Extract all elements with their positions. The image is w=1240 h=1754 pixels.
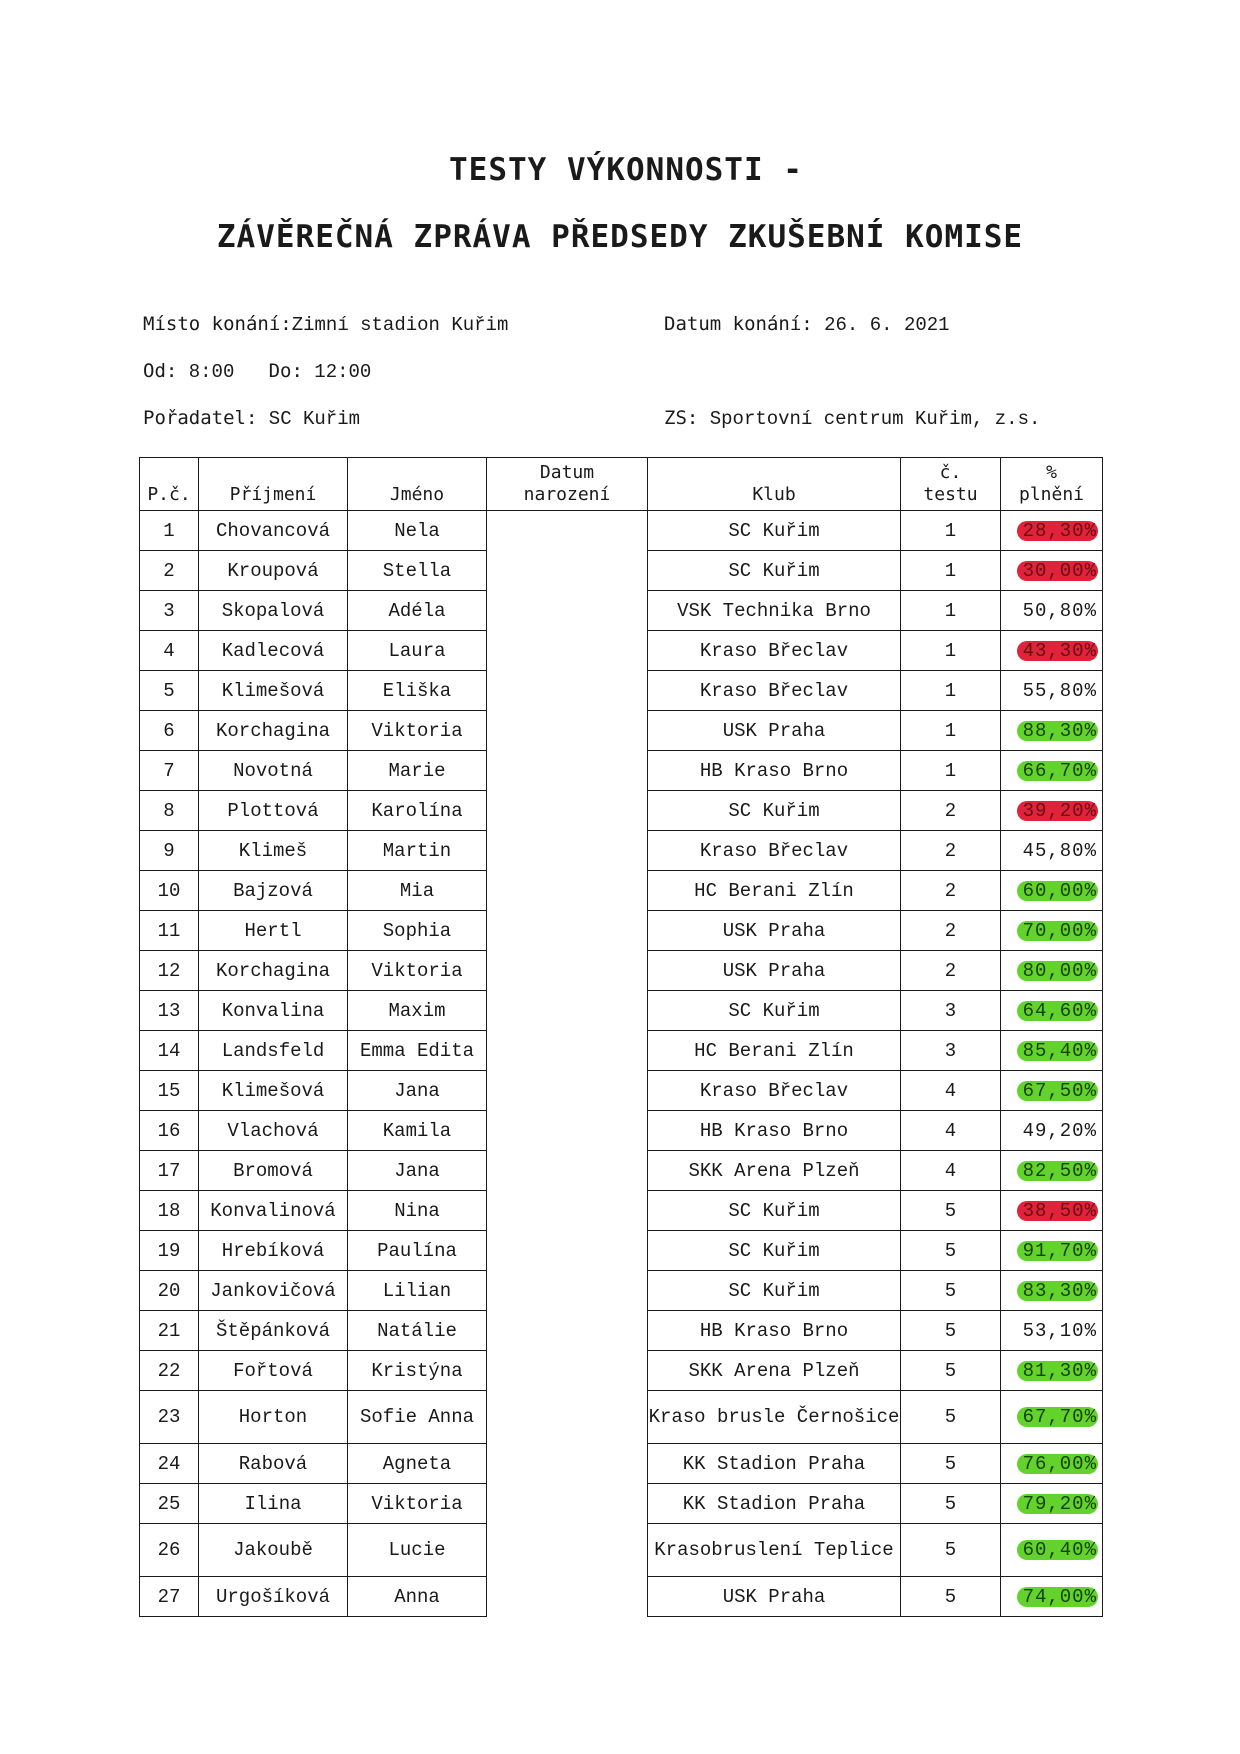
cell-name: Sofie Anna: [348, 1391, 487, 1444]
cell-no: 19: [140, 1231, 199, 1271]
cell-no: 5: [140, 671, 199, 711]
table-row: [140, 831, 1103, 871]
cell-no: 7: [140, 751, 199, 791]
table-row: [140, 951, 1103, 991]
date-value: 26. 6. 2021: [824, 314, 950, 336]
cell-test: 5: [901, 1271, 1001, 1311]
cell-name: Jana: [348, 1151, 487, 1191]
from-value: 8:00: [188, 361, 235, 383]
cell-birth: [487, 1271, 648, 1311]
cell-name: Kristýna: [348, 1351, 487, 1391]
table-row: [140, 1271, 1103, 1311]
cell-pct: [1001, 871, 1103, 911]
cell-no: 24: [140, 1444, 199, 1484]
cell-no: 27: [140, 1577, 199, 1617]
cell-club: SC Kuřim: [648, 511, 901, 551]
cell-no: 9: [140, 831, 199, 871]
cell-pct: [1001, 1524, 1103, 1577]
cell-no: 11: [140, 911, 199, 951]
cell-club: SC Kuřim: [648, 551, 901, 591]
pct-value: 74,00%: [1017, 1587, 1098, 1607]
pct-value: 53,10%: [1022, 1319, 1097, 1342]
cell-birth: [487, 511, 648, 551]
cell-name: Mia: [348, 871, 487, 911]
cell-surname: Bromová: [199, 1151, 348, 1191]
pct-value: 66,70%: [1017, 761, 1098, 781]
table-row: [140, 751, 1103, 791]
pct-value: 70,00%: [1017, 921, 1098, 941]
cell-club: HC Berani Zlín: [648, 1031, 901, 1071]
table-row: [140, 1151, 1103, 1191]
organizer-field: [143, 407, 360, 430]
cell-test: 5: [901, 1231, 1001, 1271]
cell-surname: Bajzová: [199, 871, 348, 911]
table-row: [140, 591, 1103, 631]
cell-surname: Korchagina: [199, 711, 348, 751]
cell-test: 1: [901, 551, 1001, 591]
to-label: Do:: [268, 360, 303, 382]
cell-no: 13: [140, 991, 199, 1031]
pct-value: 49,20%: [1022, 1119, 1097, 1142]
cell-pct: [1001, 1351, 1103, 1391]
header-surname: Příjmení: [199, 458, 348, 511]
cell-birth: [487, 831, 648, 871]
cell-pct: [1001, 591, 1103, 631]
from-label: Od:: [143, 360, 178, 382]
cell-birth: [487, 1391, 648, 1444]
cell-club: HC Berani Zlín: [648, 871, 901, 911]
cell-no: 8: [140, 791, 199, 831]
cell-name: Emma Edita: [348, 1031, 487, 1071]
cell-birth: [487, 591, 648, 631]
cell-surname: Hrebíková: [199, 1231, 348, 1271]
cell-no: 18: [140, 1191, 199, 1231]
cell-birth: [487, 1524, 648, 1577]
cell-surname: Klimešová: [199, 1071, 348, 1111]
cell-no: 4: [140, 631, 199, 671]
venue-field: [143, 313, 508, 336]
cell-pct: [1001, 671, 1103, 711]
table-row: [140, 871, 1103, 911]
cell-birth: [487, 1151, 648, 1191]
cell-test: 1: [901, 671, 1001, 711]
cell-pct: [1001, 1444, 1103, 1484]
cell-name: Anna: [348, 1577, 487, 1617]
cell-no: 16: [140, 1111, 199, 1151]
cell-pct: [1001, 711, 1103, 751]
header-birth-line1: Datum: [539, 462, 595, 483]
cell-surname: Ilina: [199, 1484, 348, 1524]
pct-value: 67,50%: [1017, 1081, 1098, 1101]
cell-birth: [487, 1484, 648, 1524]
cell-surname: Vlachová: [199, 1111, 348, 1151]
cell-surname: Chovancová: [199, 511, 348, 551]
cell-birth: [487, 951, 648, 991]
cell-test: 1: [901, 631, 1001, 671]
cell-club: SKK Arena Plzeň: [648, 1351, 901, 1391]
cell-pct: [1001, 1111, 1103, 1151]
cell-test: 3: [901, 1031, 1001, 1071]
cell-test: 4: [901, 1071, 1001, 1111]
cell-no: 25: [140, 1484, 199, 1524]
cell-test: 2: [901, 951, 1001, 991]
table-row: [140, 1391, 1103, 1444]
report-title-line1: TESTY VÝKONNOSTI -: [449, 152, 803, 188]
cell-surname: Kadlecová: [199, 631, 348, 671]
cell-name: Agneta: [348, 1444, 487, 1484]
cell-club: HB Kraso Brno: [648, 1311, 901, 1351]
cell-club: SKK Arena Plzeň: [648, 1151, 901, 1191]
pct-value: 45,80%: [1022, 839, 1097, 862]
cell-no: 6: [140, 711, 199, 751]
venue-value: Zimní stadion Kuřim: [291, 314, 509, 336]
cell-birth: [487, 1031, 648, 1071]
cell-no: 22: [140, 1351, 199, 1391]
cell-club: HB Kraso Brno: [648, 751, 901, 791]
cell-test: 3: [901, 991, 1001, 1031]
cell-club: Kraso Břeclav: [648, 671, 901, 711]
cell-pct: [1001, 1231, 1103, 1271]
pct-value: 60,00%: [1017, 881, 1098, 901]
cell-test: 5: [901, 1191, 1001, 1231]
cell-test: 1: [901, 711, 1001, 751]
cell-pct: [1001, 831, 1103, 871]
pct-value: 67,70%: [1017, 1407, 1098, 1427]
table-row: [140, 711, 1103, 751]
cell-no: 3: [140, 591, 199, 631]
header-test-line2: testu: [923, 484, 978, 505]
pct-value: 80,00%: [1017, 961, 1098, 981]
cell-birth: [487, 1577, 648, 1617]
cell-name: Lilian: [348, 1271, 487, 1311]
pct-value: 82,50%: [1017, 1161, 1098, 1181]
cell-pct: [1001, 1151, 1103, 1191]
table-row: [140, 1577, 1103, 1617]
cell-club: SC Kuřim: [648, 791, 901, 831]
cell-name: Marie: [348, 751, 487, 791]
cell-test: 5: [901, 1524, 1001, 1577]
table-row: [140, 511, 1103, 551]
cell-club: USK Praha: [648, 911, 901, 951]
cell-test: 5: [901, 1484, 1001, 1524]
cell-pct: [1001, 791, 1103, 831]
cell-name: Kamila: [348, 1111, 487, 1151]
report-title-line2: ZÁVĚREČNÁ ZPRÁVA PŘEDSEDY ZKUŠEBNÍ KOMISE: [216, 219, 1024, 255]
cell-name: Eliška: [348, 671, 487, 711]
cell-club: Krasobruslení Teplice: [648, 1524, 901, 1577]
cell-surname: Klimešová: [199, 671, 348, 711]
cell-test: 5: [901, 1444, 1001, 1484]
cell-pct: [1001, 1484, 1103, 1524]
table-row: [140, 1231, 1103, 1271]
pct-value: 30,00%: [1017, 561, 1098, 581]
cell-test: 1: [901, 591, 1001, 631]
header-test-line1: č.: [939, 462, 962, 483]
table-row: [140, 671, 1103, 711]
cell-surname: Konvalina: [199, 991, 348, 1031]
header-club: Klub: [648, 458, 901, 511]
cell-pct: [1001, 1031, 1103, 1071]
results-body: [140, 511, 1103, 1617]
organizer-value: SC Kuřim: [268, 408, 361, 430]
pct-value: 85,40%: [1017, 1041, 1098, 1061]
cell-surname: Plottová: [199, 791, 348, 831]
cell-test: 4: [901, 1111, 1001, 1151]
cell-club: KK Stadion Praha: [648, 1484, 901, 1524]
pct-value: 91,70%: [1017, 1241, 1098, 1261]
cell-pct: [1001, 1191, 1103, 1231]
cell-pct: [1001, 991, 1103, 1031]
header-pct: [1001, 458, 1103, 511]
cell-club: USK Praha: [648, 711, 901, 751]
cell-birth: [487, 1351, 648, 1391]
cell-name: Stella: [348, 551, 487, 591]
cell-no: 12: [140, 951, 199, 991]
pct-value: 60,40%: [1017, 1540, 1098, 1560]
cell-test: 5: [901, 1311, 1001, 1351]
cell-name: Viktoria: [348, 711, 487, 751]
cell-name: Maxim: [348, 991, 487, 1031]
header-pct-line1: %: [1046, 462, 1057, 483]
zs-value: Sportovní centrum Kuřim, z.s.: [709, 408, 1041, 430]
cell-birth: [487, 671, 648, 711]
cell-no: 2: [140, 551, 199, 591]
pct-value: 76,00%: [1017, 1454, 1098, 1474]
cell-name: Lucie: [348, 1524, 487, 1577]
header-pct-line2: plnění: [1018, 484, 1085, 505]
header-test: [901, 458, 1001, 511]
pct-value: 79,20%: [1017, 1494, 1098, 1514]
pct-value: 43,30%: [1017, 641, 1098, 661]
table-row: [140, 1351, 1103, 1391]
cell-pct: [1001, 1311, 1103, 1351]
cell-name: Sophia: [348, 911, 487, 951]
cell-surname: Korchagina: [199, 951, 348, 991]
cell-no: 21: [140, 1311, 199, 1351]
cell-pct: [1001, 511, 1103, 551]
cell-no: 10: [140, 871, 199, 911]
cell-pct: [1001, 911, 1103, 951]
cell-no: 26: [140, 1524, 199, 1577]
cell-birth: [487, 1191, 648, 1231]
cell-club: USK Praha: [648, 951, 901, 991]
date-field: [664, 313, 950, 336]
cell-name: Laura: [348, 631, 487, 671]
cell-surname: Skopalová: [199, 591, 348, 631]
cell-surname: Novotná: [199, 751, 348, 791]
header-birth-line2: narození: [523, 484, 611, 505]
cell-surname: Urgošíková: [199, 1577, 348, 1617]
pct-value: 88,30%: [1017, 721, 1098, 741]
cell-birth: [487, 791, 648, 831]
zs-label: ZS:: [664, 407, 699, 429]
table-row: [140, 631, 1103, 671]
table-header-row: [140, 458, 1103, 511]
organizer-label: Pořadatel:: [143, 407, 258, 429]
cell-test: 2: [901, 791, 1001, 831]
table-row: [140, 551, 1103, 591]
cell-club: HB Kraso Brno: [648, 1111, 901, 1151]
cell-surname: Štěpánková: [199, 1311, 348, 1351]
pct-value: 39,20%: [1017, 801, 1098, 821]
cell-surname: Hertl: [199, 911, 348, 951]
cell-test: 1: [901, 511, 1001, 551]
cell-club: Kraso Břeclav: [648, 1071, 901, 1111]
table-row: [140, 1191, 1103, 1231]
cell-no: 20: [140, 1271, 199, 1311]
cell-surname: Jakoubě: [199, 1524, 348, 1577]
cell-club: SC Kuřim: [648, 1191, 901, 1231]
cell-surname: Klimeš: [199, 831, 348, 871]
cell-pct: [1001, 1577, 1103, 1617]
cell-club: SC Kuřim: [648, 1271, 901, 1311]
cell-club: SC Kuřim: [648, 991, 901, 1031]
cell-name: Jana: [348, 1071, 487, 1111]
table-row: [140, 1111, 1103, 1151]
cell-pct: [1001, 1271, 1103, 1311]
zs-field: [664, 407, 1040, 430]
cell-pct: [1001, 1071, 1103, 1111]
table-row: [140, 1311, 1103, 1351]
cell-test: 2: [901, 831, 1001, 871]
cell-birth: [487, 911, 648, 951]
table-row: [140, 1484, 1103, 1524]
cell-no: 15: [140, 1071, 199, 1111]
cell-no: 14: [140, 1031, 199, 1071]
cell-surname: Konvalinová: [199, 1191, 348, 1231]
cell-club: SC Kuřim: [648, 1231, 901, 1271]
pct-value: 28,30%: [1017, 521, 1098, 541]
venue-label: Místo konání:: [143, 313, 292, 335]
pct-value: 38,50%: [1017, 1201, 1098, 1221]
cell-test: 5: [901, 1351, 1001, 1391]
cell-no: 1: [140, 511, 199, 551]
cell-surname: Kroupová: [199, 551, 348, 591]
to-value: 12:00: [314, 361, 372, 383]
date-label: Datum konání:: [664, 313, 813, 335]
header-no: P.č.: [140, 458, 199, 511]
cell-birth: [487, 631, 648, 671]
cell-name: Viktoria: [348, 951, 487, 991]
cell-club: Kraso Břeclav: [648, 631, 901, 671]
table-row: [140, 991, 1103, 1031]
results-table: [139, 457, 1103, 1617]
cell-birth: [487, 871, 648, 911]
time-field: [143, 360, 371, 383]
cell-pct: [1001, 1391, 1103, 1444]
cell-pct: [1001, 631, 1103, 671]
cell-no: 17: [140, 1151, 199, 1191]
cell-test: 4: [901, 1151, 1001, 1191]
cell-surname: Jankovičová: [199, 1271, 348, 1311]
pct-value: 64,60%: [1017, 1001, 1098, 1021]
cell-birth: [487, 551, 648, 591]
table-row: [140, 1071, 1103, 1111]
cell-name: Adéla: [348, 591, 487, 631]
cell-name: Karolína: [348, 791, 487, 831]
cell-birth: [487, 751, 648, 791]
cell-club: Kraso Břeclav: [648, 831, 901, 871]
pct-value: 81,30%: [1017, 1361, 1098, 1381]
cell-no: 23: [140, 1391, 199, 1444]
cell-test: 2: [901, 871, 1001, 911]
table-row: [140, 1031, 1103, 1071]
cell-surname: Horton: [199, 1391, 348, 1444]
cell-club: USK Praha: [648, 1577, 901, 1617]
cell-birth: [487, 991, 648, 1031]
table-row: [140, 911, 1103, 951]
cell-test: 2: [901, 911, 1001, 951]
table-row: [140, 1524, 1103, 1577]
cell-surname: Rabová: [199, 1444, 348, 1484]
cell-birth: [487, 1311, 648, 1351]
cell-pct: [1001, 551, 1103, 591]
cell-surname: Fořtová: [199, 1351, 348, 1391]
pct-value: 50,80%: [1022, 599, 1097, 622]
cell-birth: [487, 1111, 648, 1151]
cell-pct: [1001, 951, 1103, 991]
cell-birth: [487, 1231, 648, 1271]
cell-name: Nela: [348, 511, 487, 551]
header-name: Jméno: [348, 458, 487, 511]
cell-pct: [1001, 751, 1103, 791]
cell-name: Natálie: [348, 1311, 487, 1351]
cell-name: Martin: [348, 831, 487, 871]
cell-test: 1: [901, 751, 1001, 791]
table-row: [140, 791, 1103, 831]
cell-club: Kraso brusle Černošice: [648, 1391, 901, 1444]
cell-birth: [487, 711, 648, 751]
cell-test: 5: [901, 1391, 1001, 1444]
cell-birth: [487, 1071, 648, 1111]
cell-name: Viktoria: [348, 1484, 487, 1524]
cell-name: Paulína: [348, 1231, 487, 1271]
pct-value: 83,30%: [1017, 1281, 1098, 1301]
cell-club: VSK Technika Brno: [648, 591, 901, 631]
cell-birth: [487, 1444, 648, 1484]
cell-surname: Landsfeld: [199, 1031, 348, 1071]
cell-club: KK Stadion Praha: [648, 1444, 901, 1484]
cell-name: Nina: [348, 1191, 487, 1231]
cell-test: 5: [901, 1577, 1001, 1617]
pct-value: 55,80%: [1022, 679, 1097, 702]
header-birth: [487, 458, 648, 511]
table-row: [140, 1444, 1103, 1484]
